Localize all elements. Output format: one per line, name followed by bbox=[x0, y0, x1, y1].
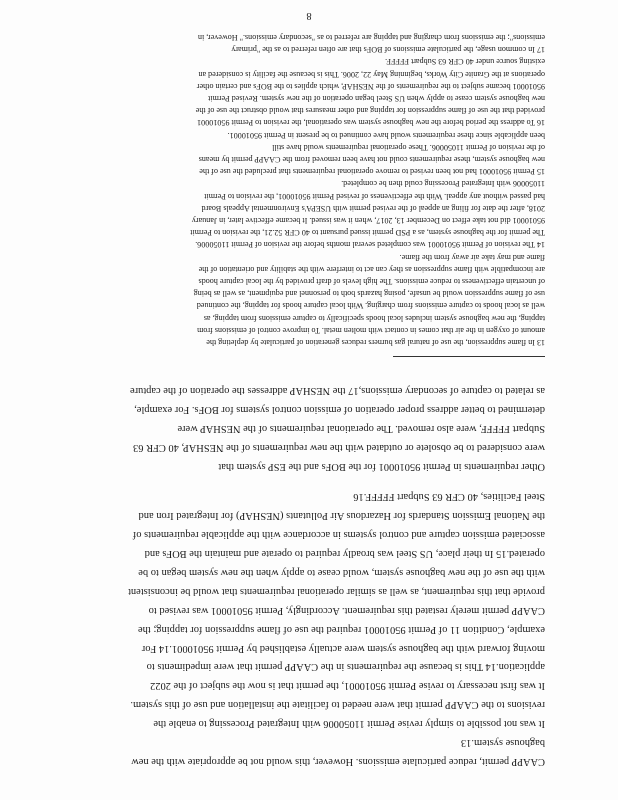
footnote-separator bbox=[393, 356, 545, 357]
text-line: determined to better address proper operation of emission control systems for BOFs. For example, bbox=[134, 404, 545, 416]
footnote-line: 13 In flame suppression, the use of natural gas burners reduces generation of particulate by depleting the bbox=[206, 338, 545, 347]
text-line: CAAPP permit merely restated this requirement. Accordingly, Permit 95010001 was revised to bbox=[148, 604, 545, 616]
footnote-line: tapping, the new baghouse system includes local hoods specifically to capture emissions from tapping, as bbox=[203, 313, 545, 323]
text-line: as related to capture of secondary emissions,17 the NESHAP addresses the operation of the capture bbox=[129, 385, 545, 397]
footnotes bbox=[59, 31, 545, 348]
text-line: operated.15 In their place, US Steel was broadly required to operate and maintain the BOFs and bbox=[144, 548, 545, 560]
footnote-line: emissions"; the emissions from charging and tapping are referred to as "secondary emissions." However, in bbox=[197, 32, 545, 42]
footnote-line: new baghouse system cease to apply when US Steel began operation of the new system. Revised Permit bbox=[208, 93, 545, 103]
text-line: provide that this requirement, as well as similar operational requirements that would be inconsistent bbox=[128, 585, 545, 597]
footnote-line: 2018, after the date for filing an appeal of the revised permit with USEPA's Environmental Appeals Board bbox=[201, 203, 545, 213]
footnote-line: 11050006 with Integrated Processing could then be completed. bbox=[341, 179, 545, 189]
footnote-line: flame and may take air away from the flame. bbox=[399, 252, 545, 262]
footnote-line: of the revision of Permit 11050006. These operational requirements would have still bbox=[272, 142, 545, 152]
text-line: Subpart FFFFF, were also removed. The operational requirements of the NESHAP were bbox=[177, 423, 545, 435]
text-line: application.14 This is because the requirements in the CAAPP permit that were impediments to bbox=[146, 661, 545, 673]
footnote-line: amount of oxygen in the air that comes in contact with molten metal. To improve control of emissions from bbox=[197, 325, 545, 335]
body-text-middle bbox=[59, 380, 545, 475]
footnote-line: 14 The revision of Permit 95010001 was completed several months before the revision of Permit 11050006. bbox=[195, 240, 545, 250]
footnote-line: had passed without any appeal. With the effectiveness of revised Permit 95010001, the revision to Permit bbox=[204, 191, 545, 201]
footnote-line: The permit for the baghouse system, as a PSD permit issued pursuant to 40 CFR 52.21, the revision to Permit bbox=[190, 228, 545, 238]
footnote-line: provided that the use of flame suppression for tapping and other measures that would obstruct the use of the bbox=[195, 106, 545, 116]
footnote-line: 15 Permit 95010001 had not been revised to remove operational requirements that precluded the use of the bbox=[199, 167, 545, 177]
body-text-top bbox=[59, 486, 545, 770]
text-line: the National Emission Standards for Hazardous Air Pollutants (NESHAP) for Integrated Iron and bbox=[138, 510, 545, 522]
footnote-line: operations at the Granite City Works, beginning May 22, 2006. This is because the facility is considered an bbox=[198, 69, 545, 79]
text-line: moving forward with the baghouse system were actually established by Permit 95010001.14 For bbox=[141, 642, 545, 654]
text-line: revisions to the CAAPP permit that were needed to facilitate the installation and use of this system. bbox=[130, 699, 545, 711]
footnote-line: use of flame suppression would be unsafe, posing hazards both to personnel and equipment, as well as being bbox=[193, 289, 545, 299]
footnote-line: new baghouse system, these requirements could not have been removed from the CAAPP permit by means bbox=[198, 154, 545, 164]
footnote-line: 95010001 did not take effect on December 13, 2017, when it was issued. It became effective later, in January bbox=[191, 215, 545, 225]
footnote-line: 17 In common usage, the particulate emissions of BOFs that are often referred to as the "primary bbox=[231, 45, 545, 55]
page-number: 8 bbox=[306, 10, 312, 21]
text-line: example, Condition 11 of Permit 95010001 required the use of flame suppression for tapping; the bbox=[138, 623, 545, 635]
text-line: Steel Facilities, 40 CFR 63 Subpart FFFFF.16 bbox=[353, 491, 545, 503]
footnote-line: 95010001 became subject to the requirements of the NESHAP, which applies to the BOFs and certain other bbox=[196, 81, 545, 91]
footnote-line: 16 To address the period before the new baghouse system was operational, the revision to Permit 95010001 bbox=[197, 118, 545, 128]
text-line: It was not possible to simply revise Permit 11050006 with Integrated Processing to enable the bbox=[153, 718, 545, 730]
footnote-line: been applicable since these requirements would have continued to be present in Permit 95010001. bbox=[227, 130, 545, 140]
text-line: CAAPP permit, reduce particulate emissions. However, this would not be appropriate with the new bbox=[131, 756, 545, 767]
text-line: Other requirements in Permit 95010001 for the BOFs and the ESP system that bbox=[218, 461, 545, 472]
footnote-line: of uncertain effectiveness to reduce emissions. The high levels of draft provided by the local capture hoods bbox=[198, 276, 545, 286]
footnote-line: well as local hoods to capture emissions from charging. With local capture hoods for tapping, the continued bbox=[196, 301, 545, 311]
text-line: associated emission capture and control systems in accordance with the applicable requirements of bbox=[132, 529, 545, 541]
text-line: were considered to be obsolete or outdated with the new requirements of the NESHAP, 40 CFR 63 bbox=[133, 442, 545, 454]
text-line: with the use of the new baghouse system, would cease to apply when the new system began to be bbox=[138, 566, 545, 578]
text-line: baghouse system.13 bbox=[460, 737, 545, 749]
footnote-line: existing source under 40 CFR 63 Subpart FFFFF. bbox=[385, 57, 545, 67]
text-line: It was first necessary to revise Permit 95010001, the permit that is now the subject of the 2022 bbox=[150, 680, 545, 692]
footnote-line: are incompatible with flame suppression as they can act to interfere with the stability and orientation of the bbox=[198, 264, 545, 274]
